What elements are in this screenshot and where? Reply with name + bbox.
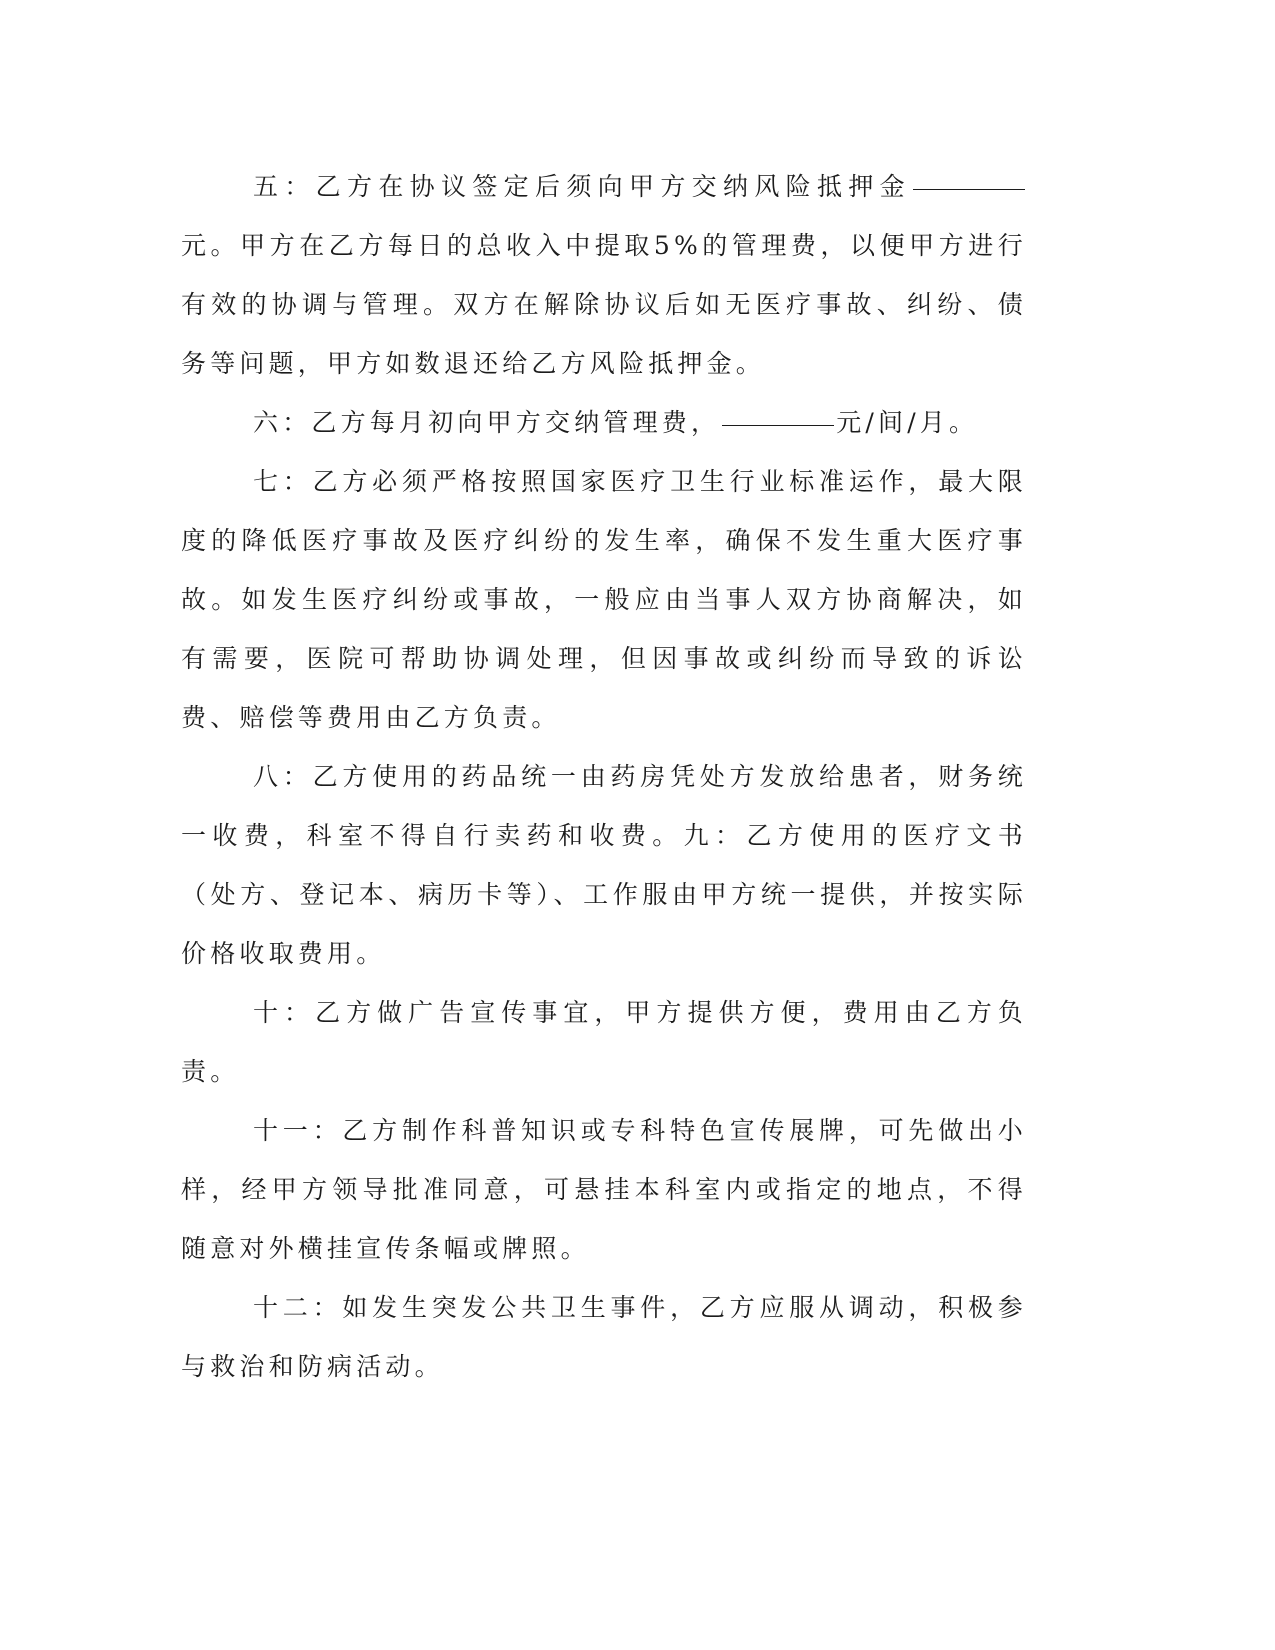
clause-5-text-before: 五：乙方在协议签定后须向甲方交纳风险抵押金 — [253, 172, 911, 201]
management-fee-blank — [722, 424, 834, 426]
document-body — [181, 157, 1027, 1396]
clause-5-paragraph — [181, 157, 1027, 393]
clause-6-text-before: 六：乙方每月初向甲方交纳管理费， — [253, 408, 721, 437]
clause-5-text-after: 元。甲方在乙方每日的总收入中提取5%的管理费，以便甲方进行有效的协调与管理。双方在解除协议后如无医疗事故、纠纷、债务等问题，甲方如数退还给乙方风险抵押金。 — [181, 231, 1027, 378]
clause-6-text-after: 元/间/月。 — [836, 408, 979, 437]
clause-6-paragraph — [181, 393, 1027, 452]
clause-12-paragraph: 十二：如发生突发公共卫生事件，乙方应服从调动，积极参与救治和防病活动。 — [181, 1293, 1027, 1381]
clause-8-9-paragraph: 八：乙方使用的药品统一由药房凭处方发放给患者，财务统一收费，科室不得自行卖药和收费。九：乙方使用的医疗文书（处方、登记本、病历卡等）、工作服由甲方统一提供，并按实际价格收取费用。 — [181, 762, 1027, 968]
clause-7-paragraph: 七：乙方必须严格按照国家医疗卫生行业标准运作，最大限度的降低医疗事故及医疗纠纷的发生率，确保不发生重大医疗事故。如发生医疗纠纷或事故，一般应由当事人双方协商解决，如有需要，医院可帮助协调处理，但因事故或纠纷而导致的诉讼费、赔偿等费用由乙方负责。 — [181, 467, 1027, 732]
deposit-amount-blank — [913, 188, 1025, 190]
clause-10-paragraph: 十：乙方做广告宣传事宜，甲方提供方便，费用由乙方负责。 — [181, 998, 1027, 1086]
clause-11-paragraph: 十一：乙方制作科普知识或专科特色宣传展牌，可先做出小样，经甲方领导批准同意，可悬挂本科室内或指定的地点，不得随意对外横挂宣传条幅或牌照。 — [181, 1116, 1027, 1263]
